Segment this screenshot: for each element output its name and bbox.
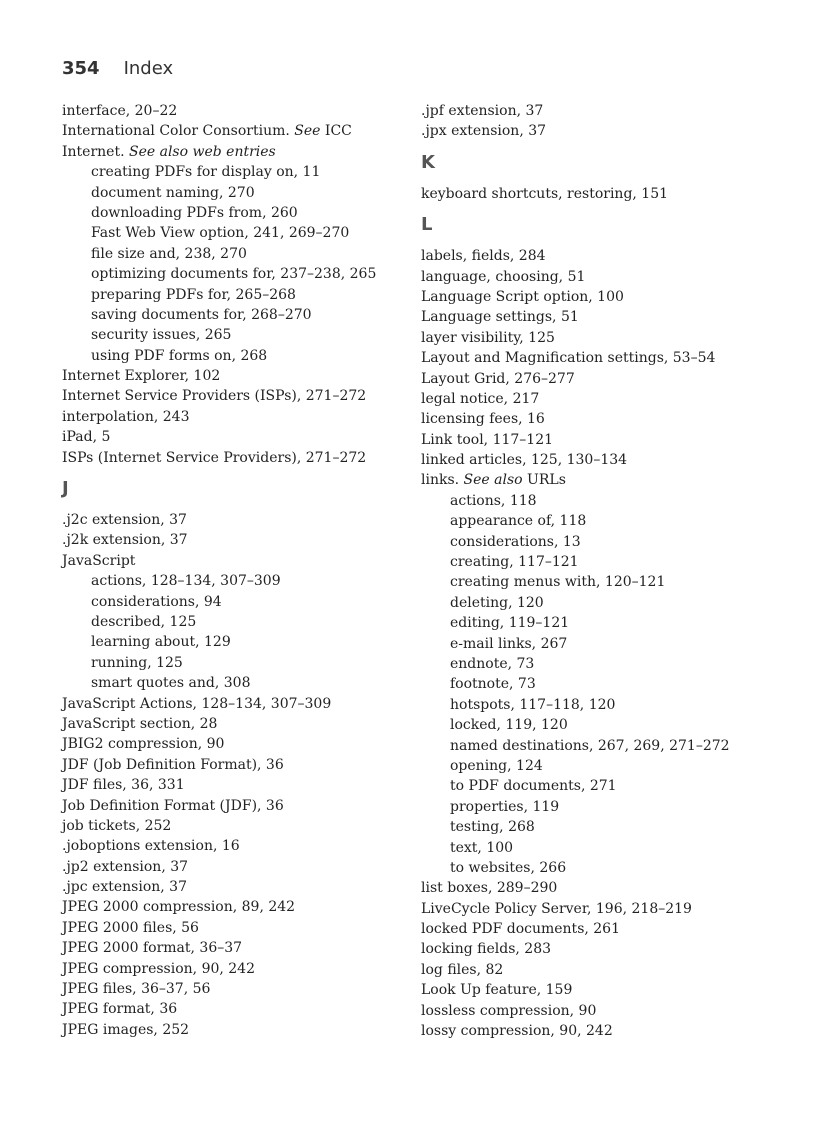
index-entry: Layout Grid, 276–277 <box>421 370 575 387</box>
index-subentry: considerations, 94 <box>91 593 222 610</box>
index-entry: Look Up feature, 159 <box>421 982 573 999</box>
index-entry: JavaScript <box>62 552 136 569</box>
index-subentry: creating menus with, 120–121 <box>450 574 666 591</box>
index-subentry: deleting, 120 <box>450 594 544 611</box>
index-entry: JPEG compression, 90, 242 <box>62 960 255 977</box>
index-subentry: using PDF forms on, 268 <box>91 347 268 364</box>
index-column-right <box>421 101 761 1041</box>
index-entry: interface, 20–22 <box>62 103 178 119</box>
see-reference: See also web entries <box>128 143 276 160</box>
index-subentry: named destinations, 267, 269, 271–272 <box>450 737 730 754</box>
index-entry: locked PDF documents, 261 <box>421 921 620 938</box>
running-head: Index <box>123 58 174 79</box>
index-entry: ISPs (Internet Service Providers), 271–272 <box>62 449 367 466</box>
index-subentry: smart quotes and, 308 <box>91 675 251 692</box>
index-entry: .jpf extension, 37 <box>421 103 544 119</box>
index-entry: .joboptions extension, 16 <box>62 838 240 855</box>
entry-term: Internet. <box>62 143 129 160</box>
index-entry: JPEG format, 36 <box>62 1001 178 1018</box>
page-header <box>62 58 173 86</box>
index-entry: JavaScript section, 28 <box>62 715 218 732</box>
entry-term: links. <box>421 472 464 489</box>
index-entry: legal notice, 217 <box>421 390 540 407</box>
index-subentry: properties, 119 <box>450 798 560 815</box>
index-subentry: hotspots, 117–118, 120 <box>450 696 616 713</box>
index-entry: lossy compression, 90, 242 <box>421 1023 613 1040</box>
index-entry: .j2c extension, 37 <box>62 512 187 529</box>
index-subentry: locked, 119, 120 <box>450 717 568 734</box>
index-entry: linked articles, 125, 130–134 <box>421 452 628 469</box>
index-subentry: security issues, 265 <box>91 327 232 344</box>
index-entry: .jpc extension, 37 <box>62 879 187 896</box>
index-subentry: to PDF documents, 271 <box>450 778 617 795</box>
index-subentry: preparing PDFs for, 265–268 <box>91 286 296 303</box>
index-subentry: creating PDFs for display on, 11 <box>91 164 321 181</box>
index-entry: iPad, 5 <box>62 429 111 446</box>
index-entry: interpolation, 243 <box>62 408 190 425</box>
index-subentry: document naming, 270 <box>91 184 255 201</box>
index-entry: JPEG images, 252 <box>62 1021 190 1038</box>
index-entry <box>62 121 407 141</box>
see-target: URLs <box>522 472 566 489</box>
index-subentry: running, 125 <box>91 654 183 671</box>
index-entry: JPEG 2000 format, 36–37 <box>62 940 243 957</box>
index-entry: job tickets, 252 <box>62 817 172 834</box>
index-entry: JPEG files, 36–37, 56 <box>62 981 211 998</box>
index-entry: JPEG 2000 files, 56 <box>62 919 199 936</box>
index-entry: licensing fees, 16 <box>421 411 545 428</box>
index-entry <box>421 470 761 490</box>
index-subentry: saving documents for, 268–270 <box>91 306 312 323</box>
index-entry: Language settings, 51 <box>421 309 579 326</box>
index-entry: keyboard shortcuts, restoring, 151 <box>421 185 669 202</box>
index-subentry: creating, 117–121 <box>450 554 579 571</box>
index-entry: JDF files, 36, 331 <box>62 777 185 794</box>
index-subentry: opening, 124 <box>450 757 543 774</box>
see-reference: See <box>294 123 321 140</box>
section-letter: L <box>421 214 433 236</box>
index-subentry: learning about, 129 <box>91 634 231 651</box>
section-letter: J <box>62 478 69 500</box>
page-number: 354 <box>62 58 100 79</box>
see-reference: See also <box>463 472 523 489</box>
index-entry: layer visibility, 125 <box>421 329 555 346</box>
index-entry: log files, 82 <box>421 961 504 978</box>
index-subentry: file size and, 238, 270 <box>91 245 247 262</box>
index-subentry: actions, 118 <box>450 492 537 509</box>
index-entry: JavaScript Actions, 128–134, 307–309 <box>62 695 332 712</box>
index-subentry: footnote, 73 <box>450 676 536 693</box>
index-subentry: e-mail links, 267 <box>450 635 568 652</box>
index-entry: list boxes, 289–290 <box>421 880 558 897</box>
index-entry: JBIG2 compression, 90 <box>62 736 225 753</box>
index-entry: JDF (Job Definition Format), 36 <box>62 756 284 773</box>
index-subentry: endnote, 73 <box>450 655 535 672</box>
index-subentry: appearance of, 118 <box>450 513 587 530</box>
index-column-left <box>62 101 407 1040</box>
index-entry <box>62 142 407 162</box>
index-entry: JPEG 2000 compression, 89, 242 <box>62 899 296 916</box>
index-subentry: testing, 268 <box>450 819 535 836</box>
entry-term: International Color Consortium. <box>62 123 295 140</box>
index-subentry: considerations, 13 <box>450 533 581 550</box>
see-target: ICC <box>320 123 352 140</box>
index-subentry: actions, 128–134, 307–309 <box>91 573 281 590</box>
index-subentry: to websites, 266 <box>450 859 567 876</box>
index-entry: Internet Explorer, 102 <box>62 368 221 385</box>
index-subentry: Fast Web View option, 241, 269–270 <box>91 225 350 242</box>
index-subentry: optimizing documents for, 237–238, 265 <box>91 266 377 283</box>
index-entry: .jpx extension, 37 <box>421 123 547 140</box>
index-entry: Internet Service Providers (ISPs), 271–272 <box>62 388 367 405</box>
index-subentry: downloading PDFs from, 260 <box>91 204 298 221</box>
section-letter: K <box>421 151 435 173</box>
index-entry: .jp2 extension, 37 <box>62 858 189 875</box>
index-entry: Job Definition Format (JDF), 36 <box>62 797 284 814</box>
index-subentry: described, 125 <box>91 613 197 630</box>
index-entry: .j2k extension, 37 <box>62 532 188 549</box>
index-entry: LiveCycle Policy Server, 196, 218–219 <box>421 900 692 917</box>
index-entry: locking fields, 283 <box>421 941 552 958</box>
index-entry: Link tool, 117–121 <box>421 431 554 448</box>
index-entry: labels, fields, 284 <box>421 248 546 265</box>
index-entry: language, choosing, 51 <box>421 268 586 285</box>
index-entry: Layout and Magnification settings, 53–54 <box>421 350 716 367</box>
index-subentry: text, 100 <box>450 839 514 856</box>
index-subentry: editing, 119–121 <box>450 615 570 632</box>
index-entry: Language Script option, 100 <box>421 288 624 305</box>
index-entry: lossless compression, 90 <box>421 1002 597 1019</box>
